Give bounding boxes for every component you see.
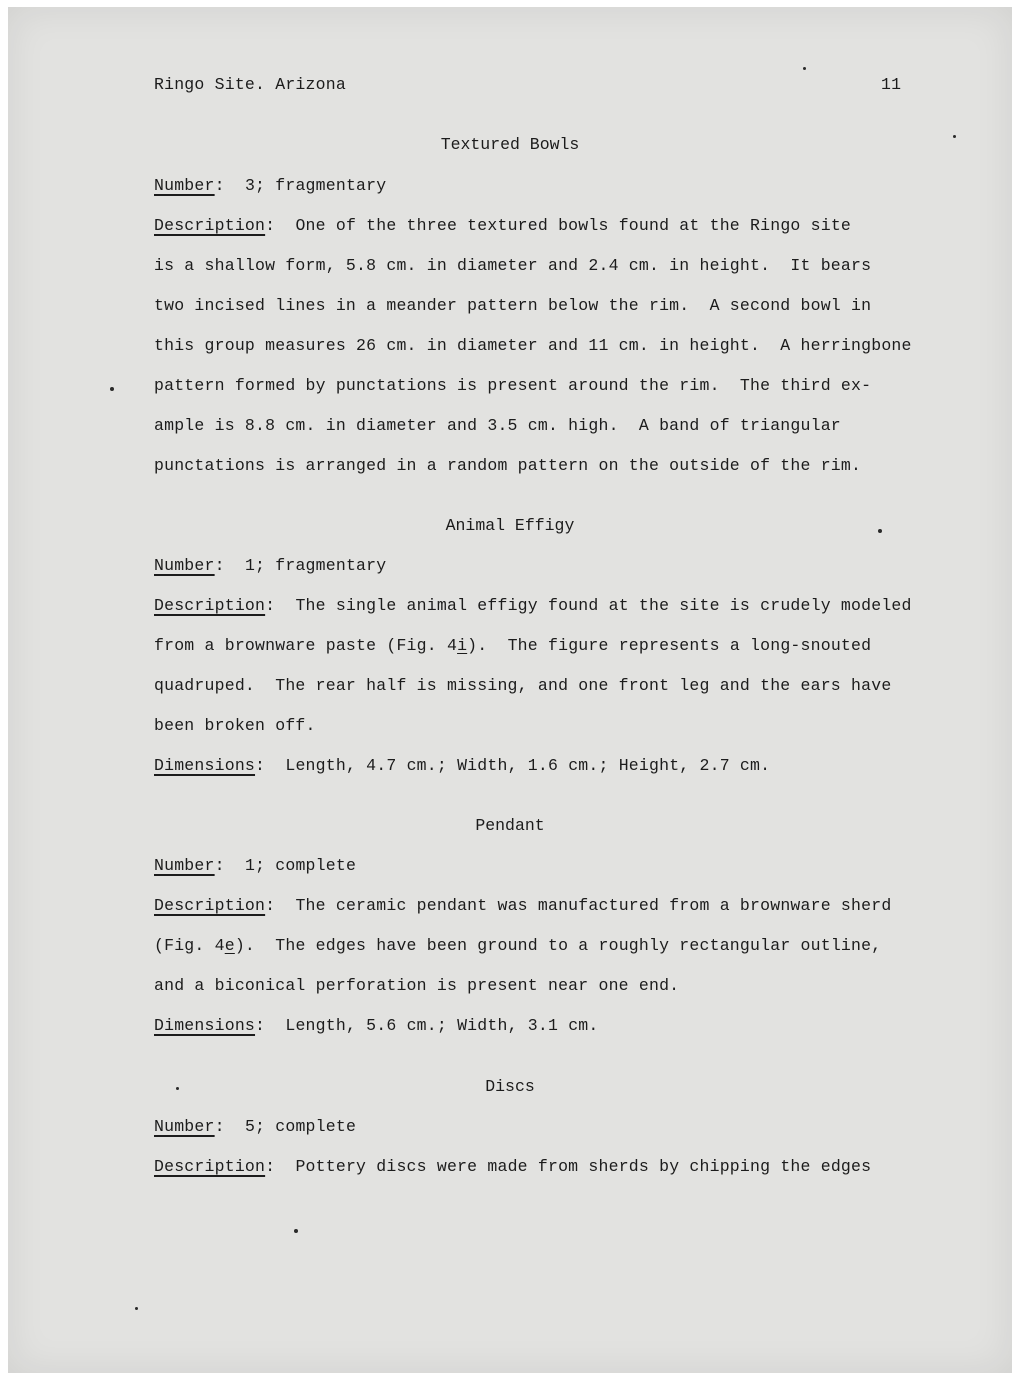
scan-speck bbox=[878, 529, 882, 533]
textured-bowls-number-line: Number: 3; fragmentary bbox=[154, 176, 387, 195]
animal-effigy-dimensions-line: Dimensions: Length, 4.7 cm.; Width, 1.6 cm.; Height, 2.7 cm. bbox=[154, 756, 771, 775]
figure-reference-4e: e bbox=[224, 936, 235, 955]
scan-speck bbox=[110, 387, 114, 391]
animal-effigy-dimensions-value: Length, 4.7 cm.; Width, 1.6 cm.; Height, 2.7 cm. bbox=[285, 756, 771, 775]
section-heading-textured-bowls: Textured Bowls bbox=[440, 135, 580, 154]
dimensions-label: Dimensions bbox=[154, 756, 256, 775]
pendant-description-line-3: and a biconical perforation is present near one end. bbox=[154, 976, 680, 995]
figure-reference-4i: i bbox=[457, 636, 468, 655]
scan-speck bbox=[294, 1229, 298, 1233]
textured-bowls-description-line-7: punctations is arranged in a random pattern on the outside of the rim. bbox=[154, 456, 862, 475]
pendant-dimensions-value: Length, 5.6 cm.; Width, 3.1 cm. bbox=[285, 1016, 599, 1035]
number-label: Number bbox=[154, 176, 215, 195]
description-label: Description bbox=[154, 596, 266, 615]
discs-number-value: 5; complete bbox=[244, 1117, 357, 1136]
animal-effigy-description-line-2: from a brownware paste (Fig. 4i). The figure represents a long-snouted bbox=[154, 636, 872, 655]
number-label: Number bbox=[154, 556, 215, 575]
textured-bowls-description-line-4: this group measures 26 cm. in diameter and 11 cm. in height. A herringbone bbox=[154, 336, 912, 355]
document-page bbox=[8, 7, 1012, 1373]
description-label: Description bbox=[154, 896, 266, 915]
textured-bowls-description-line-5: pattern formed by punctations is present around the rim. The third ex- bbox=[154, 376, 872, 395]
discs-description-line-1: Description: Pottery discs were made from sherds by chipping the edges bbox=[154, 1157, 872, 1176]
discs-number-line: Number: 5; complete bbox=[154, 1117, 357, 1136]
dimensions-label: Dimensions bbox=[154, 1016, 256, 1035]
textured-bowls-number-value: 3; fragmentary bbox=[244, 176, 387, 195]
animal-effigy-description-line-1: Description: The single animal effigy found at the site is crudely modeled bbox=[154, 596, 912, 615]
description-label: Description bbox=[154, 216, 266, 235]
animal-effigy-description-line-4: been broken off. bbox=[154, 716, 316, 735]
animal-effigy-description-line-3: quadruped. The rear half is missing, and one front leg and the ears have bbox=[154, 676, 892, 695]
animal-effigy-number-line: Number: 1; fragmentary bbox=[154, 556, 387, 575]
section-heading-discs: Discs bbox=[485, 1077, 535, 1096]
number-label: Number bbox=[154, 1117, 215, 1136]
pendant-number-value: 1; complete bbox=[244, 856, 357, 875]
scan-speck bbox=[803, 67, 806, 70]
pendant-number-line: Number: 1; complete bbox=[154, 856, 357, 875]
pendant-dimensions-line: Dimensions: Length, 5.6 cm.; Width, 3.1 cm. bbox=[154, 1016, 599, 1035]
pendant-description-line-2: (Fig. 4e). The edges have been ground to a roughly rectangular outline, bbox=[154, 936, 882, 955]
textured-bowls-description-line-3: two incised lines in a meander pattern below the rim. A second bowl in bbox=[154, 296, 872, 315]
scan-speck bbox=[135, 1307, 138, 1310]
textured-bowls-description-line-2: is a shallow form, 5.8 cm. in diameter and 2.4 cm. in height. It bears bbox=[154, 256, 872, 275]
number-label: Number bbox=[154, 856, 215, 875]
section-heading-animal-effigy: Animal Effigy bbox=[445, 516, 575, 535]
animal-effigy-number-value: 1; fragmentary bbox=[244, 556, 387, 575]
scan-speck bbox=[176, 1087, 179, 1090]
pendant-description-line-1: Description: The ceramic pendant was manufactured from a brownware sherd bbox=[154, 896, 892, 915]
running-title: Ringo Site. Arizona bbox=[154, 75, 346, 94]
textured-bowls-description-line-6: ample is 8.8 cm. in diameter and 3.5 cm. high. A band of triangular bbox=[154, 416, 841, 435]
textured-bowls-description-line-1: Description: One of the three textured bowls found at the Ringo site bbox=[154, 216, 852, 235]
page-number: 11 bbox=[881, 75, 902, 94]
section-heading-pendant: Pendant bbox=[475, 816, 545, 835]
scan-speck bbox=[953, 135, 956, 138]
description-label: Description bbox=[154, 1157, 266, 1176]
